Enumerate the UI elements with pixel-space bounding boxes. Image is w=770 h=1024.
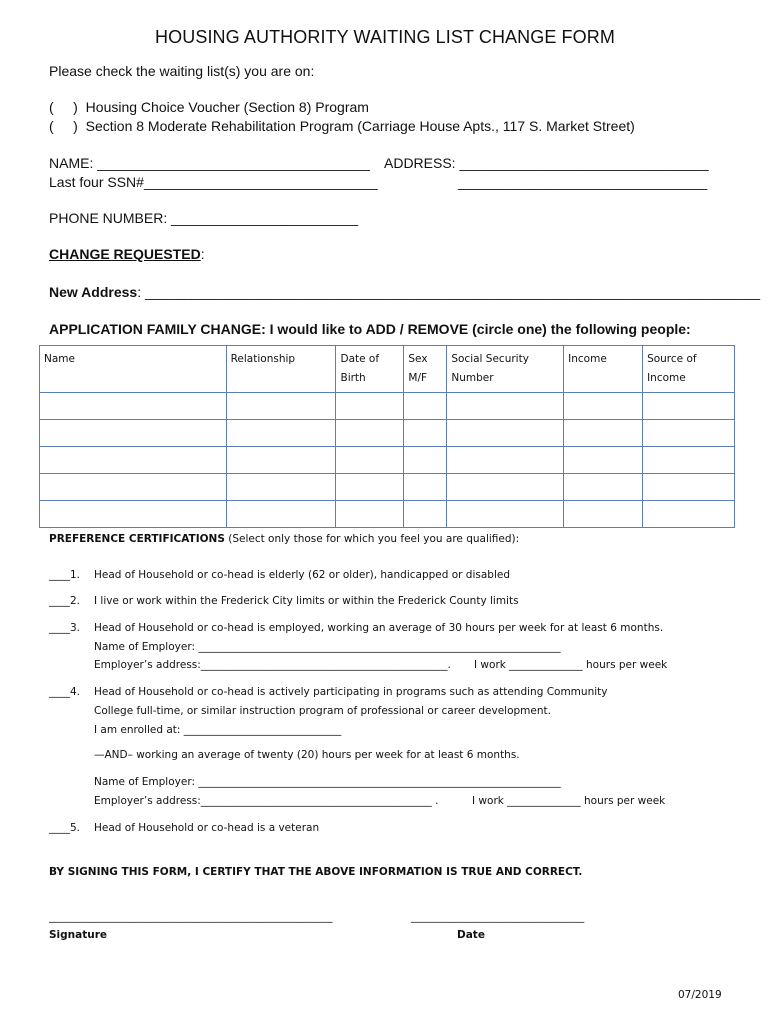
table-cell[interactable] xyxy=(643,501,735,528)
signature-label: Signature xyxy=(49,929,108,941)
new-address-field[interactable]: : _______________________________________________________________________________ xyxy=(137,284,761,300)
table-cell[interactable] xyxy=(226,447,336,474)
preference-4-text-line1: Head of Household or co-head is actively participating in programs such as attending Community xyxy=(94,686,608,698)
table-cell[interactable] xyxy=(226,393,336,420)
table-cell[interactable] xyxy=(404,420,447,447)
preference-4-checkbox[interactable]: ____4. xyxy=(49,686,81,698)
preference-4-hours-field[interactable]: I work ______________ hours per week xyxy=(472,795,666,807)
table-cell[interactable] xyxy=(404,501,447,528)
table-cell[interactable] xyxy=(643,420,735,447)
family-members-table xyxy=(39,345,735,528)
program-label: Housing Choice Voucher (Section 8) Program xyxy=(85,99,369,115)
preference-heading-note: (Select only those for which you feel you are qualified): xyxy=(224,533,520,545)
table-cell[interactable] xyxy=(447,447,564,474)
preference-heading-row xyxy=(49,533,519,545)
table-cell[interactable] xyxy=(336,420,404,447)
waiting-list-instruction: Please check the waiting list(s) you are on: xyxy=(49,63,315,79)
preference-4-employer-address-field[interactable]: Employer’s address:____________________________________________ . xyxy=(94,795,439,807)
preference-4-enrolled-field[interactable]: I am enrolled at: ______________________________ xyxy=(94,724,342,736)
new-address-label: New Address xyxy=(49,284,138,300)
table-cell[interactable] xyxy=(447,474,564,501)
change-requested-colon: : xyxy=(200,246,205,262)
date-label: Date xyxy=(457,929,485,941)
table-cell[interactable] xyxy=(40,393,227,420)
table-row xyxy=(40,474,735,501)
phone-field[interactable]: PHONE NUMBER: ________________________ xyxy=(49,210,358,226)
name-field[interactable]: NAME: ___________________________________ xyxy=(49,155,370,171)
table-cell[interactable] xyxy=(40,474,227,501)
table-cell[interactable] xyxy=(564,474,643,501)
date-field[interactable]: _________________________________ xyxy=(411,911,585,923)
table-cell[interactable] xyxy=(226,420,336,447)
table-cell[interactable] xyxy=(336,447,404,474)
table-cell[interactable] xyxy=(643,447,735,474)
preference-3-employer-address-field[interactable]: Employer’s address:_______________________________________________. xyxy=(94,659,451,671)
table-cell[interactable] xyxy=(336,393,404,420)
preference-5-text: Head of Household or co-head is a veteran xyxy=(94,822,320,834)
new-address-row[interactable] xyxy=(49,284,760,300)
table-cell[interactable] xyxy=(336,501,404,528)
table-cell[interactable] xyxy=(447,420,564,447)
table-row xyxy=(40,501,735,528)
table-cell[interactable] xyxy=(336,474,404,501)
preference-5-checkbox[interactable]: ____5. xyxy=(49,822,81,834)
table-cell[interactable] xyxy=(40,447,227,474)
col-header-ssn: Social Security Number xyxy=(447,346,564,393)
table-cell[interactable] xyxy=(226,474,336,501)
col-header-sex: Sex M/F xyxy=(404,346,447,393)
table-cell[interactable] xyxy=(564,420,643,447)
table-cell[interactable] xyxy=(447,501,564,528)
table-cell[interactable] xyxy=(564,393,643,420)
table-cell[interactable] xyxy=(447,393,564,420)
preference-2-text: I live or work within the Frederick City limits or within the Frederick County limits xyxy=(94,595,519,607)
table-row xyxy=(40,393,735,420)
table-row xyxy=(40,447,735,474)
change-requested-label: CHANGE REQUESTED xyxy=(49,246,201,262)
program-option-mod-rehab[interactable] xyxy=(49,118,635,134)
certification-statement: BY SIGNING THIS FORM, I CERTIFY THAT THE ABOVE INFORMATION IS TRUE AND CORRECT. xyxy=(49,866,583,878)
table-cell[interactable] xyxy=(643,474,735,501)
table-cell[interactable] xyxy=(404,474,447,501)
form-title: HOUSING AUTHORITY WAITING LIST CHANGE FORM xyxy=(155,27,615,47)
preference-2-checkbox[interactable]: ____2. xyxy=(49,595,81,607)
preference-1-checkbox[interactable]: ____1. xyxy=(49,569,81,581)
form-revision-date: 07/2019 xyxy=(678,989,722,1001)
table-row xyxy=(40,420,735,447)
program-option-hcv[interactable] xyxy=(49,99,369,115)
preference-3-checkbox[interactable]: ____3. xyxy=(49,622,81,634)
col-header-relationship: Relationship xyxy=(226,346,336,393)
ssn-field[interactable]: Last four SSN#______________________________ xyxy=(49,174,378,190)
preference-4-and-clause: —AND– working an average of twenty (20) hours per week for at least 6 months. xyxy=(94,749,520,761)
table-header-row xyxy=(40,346,735,393)
program-checkbox[interactable]: ( ) xyxy=(49,118,78,134)
col-header-name: Name xyxy=(40,346,227,393)
change-requested-heading xyxy=(49,246,205,262)
address-field-line2[interactable]: ________________________________ xyxy=(458,174,708,190)
preference-3-text: Head of Household or co-head is employed, working an average of 30 hours per week for at least 6 months. xyxy=(94,622,664,634)
table-cell[interactable] xyxy=(404,393,447,420)
preference-1-text: Head of Household or co-head is elderly (62 or older), handicapped or disabled xyxy=(94,569,511,581)
table-cell[interactable] xyxy=(40,420,227,447)
table-cell[interactable] xyxy=(226,501,336,528)
table-cell[interactable] xyxy=(404,447,447,474)
table-cell[interactable] xyxy=(643,393,735,420)
table-cell[interactable] xyxy=(40,501,227,528)
signature-field[interactable]: ______________________________________________________ xyxy=(49,911,333,923)
col-header-income: Income xyxy=(564,346,643,393)
family-change-heading: APPLICATION FAMILY CHANGE: I would like to ADD / REMOVE (circle one) the following people: xyxy=(49,321,691,337)
col-header-date-of-birth: Date of Birth xyxy=(336,346,404,393)
preference-4-text-line2: College full-time, or similar instruction program of professional or career development. xyxy=(94,705,551,717)
preference-heading: PREFERENCE CERTIFICATIONS xyxy=(49,533,225,545)
program-checkbox[interactable]: ( ) xyxy=(49,99,78,115)
preference-3-employer-field[interactable]: Name of Employer: _____________________________________________________________________ xyxy=(94,641,561,653)
preference-3-hours-field[interactable]: I work ______________ hours per week xyxy=(474,659,668,671)
table-cell[interactable] xyxy=(564,447,643,474)
table-cell[interactable] xyxy=(564,501,643,528)
address-field[interactable]: ADDRESS: ________________________________ xyxy=(384,155,709,171)
col-header-income-source: Source of Income xyxy=(643,346,735,393)
program-label: Section 8 Moderate Rehabilitation Program (Carriage House Apts., 117 S. Market Street) xyxy=(85,118,635,134)
preference-4-employer-field[interactable]: Name of Employer: _____________________________________________________________________ xyxy=(94,776,561,788)
